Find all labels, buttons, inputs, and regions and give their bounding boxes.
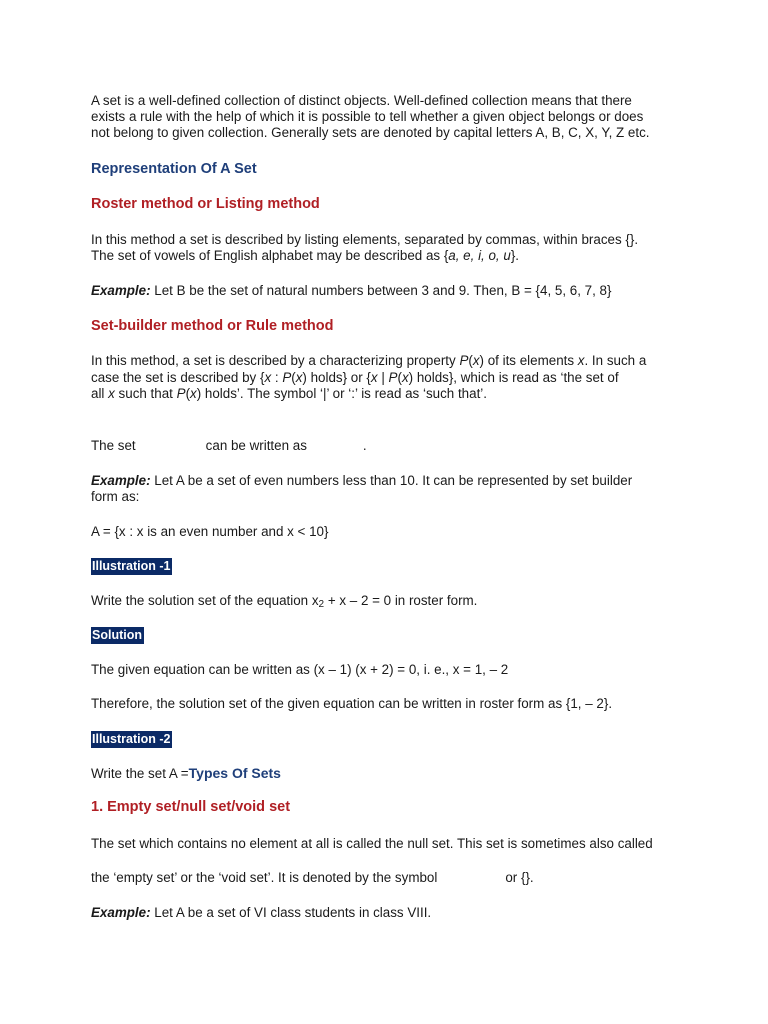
empty-set-line-1: The set which contains no element at all is called the null set. This set is sometimes also called	[91, 836, 653, 851]
intro-line-2: exists a rule with the help of which it is possible to tell whether a given object belongs or does	[91, 109, 644, 124]
roster-line-1: In this method a set is described by listing elements, separated by commas, within braces {}.	[91, 232, 639, 247]
intro-line-3: not belong to given collection. Generally sets are denoted by capital letters A, B, C, X, Y, Z etc.	[91, 125, 650, 140]
intro-line-1: A set is a well-defined collection of distinct objects. Well-defined collection means that there	[91, 93, 632, 108]
roster-line-2-suffix: }.	[510, 248, 520, 263]
text-span: (	[397, 370, 402, 385]
text-span: ) of its elements	[479, 353, 578, 368]
text-span: Write the set A =	[91, 766, 189, 781]
empty-set-line-2	[91, 870, 534, 886]
text-span: x	[472, 353, 480, 368]
example-label: Example:	[91, 905, 151, 920]
text-span: such that	[114, 386, 177, 401]
set-suffix: .	[362, 438, 367, 453]
example-label: Example:	[91, 473, 151, 488]
text-span: x	[190, 386, 197, 401]
text-span: P	[282, 370, 292, 385]
text-span: x	[370, 370, 378, 385]
set-middle: can be written as	[205, 438, 307, 453]
setbuilder-example-text: Let A be a set of even numbers less than 10. It can be represented by set builder	[150, 473, 633, 488]
roster-vowels: a, e, i, o, u	[448, 248, 511, 263]
text-span: Write the solution set of the equation x	[91, 593, 319, 608]
roster-line-2-prefix: The set of vowels of English alphabet may be described as {	[91, 248, 449, 263]
example-label: Example:	[91, 283, 151, 298]
roster-heading: Roster method or Listing method	[91, 196, 320, 212]
text-span: x	[295, 370, 303, 385]
roster-line-2	[91, 248, 519, 264]
text-span: or {}.	[505, 870, 534, 885]
setbuilder-line-2	[91, 370, 619, 386]
text-span: (	[291, 370, 296, 385]
setbuilder-example-1	[91, 473, 632, 489]
roster-example-text: Let B be the set of natural numbers between 3 and 9. Then, B = {4, 5, 6, 7, 8}	[150, 283, 612, 298]
empty-set-heading: 1. Empty set/null set/void set	[91, 799, 291, 815]
types-of-sets-heading: Types Of Sets	[188, 765, 281, 781]
text-span: x	[264, 370, 272, 385]
text-span: :	[271, 370, 283, 385]
text-span: ) holds} or {	[302, 370, 371, 385]
text-span: x	[401, 370, 409, 385]
text-span: |	[377, 370, 389, 385]
text-span: P	[459, 353, 469, 368]
text-span: the ‘empty set’ or the ‘void set’. It is denoted by the symbol	[91, 870, 438, 885]
text-span: . In such a	[584, 353, 647, 368]
text-span: P	[176, 386, 186, 401]
illustration-2-text	[91, 765, 281, 782]
roster-example	[91, 283, 611, 299]
text-span: In this method, a set is described by a characterizing property	[91, 353, 460, 368]
text-span: + x – 2 = 0 in roster form.	[324, 593, 478, 608]
text-span: (	[468, 353, 473, 368]
solution-badge: Solution	[92, 628, 142, 642]
text-span: P	[388, 370, 398, 385]
text-span: all	[91, 386, 109, 401]
text-span: ) holds’. The symbol ‘|’ or ‘:’ is read as ‘such that’.	[196, 386, 487, 401]
setbuilder-example-2: form as:	[91, 489, 140, 504]
text-span: case the set is described by {	[91, 370, 265, 385]
text-span: (	[185, 386, 191, 401]
text-span: ) holds}, which is read as ‘the set of	[408, 370, 619, 385]
solution-line-1: The given equation can be written as (x – 1) (x + 2) = 0, i. e., x = 1, – 2	[91, 662, 509, 677]
setbuilder-line-1	[91, 353, 646, 369]
setbuilder-line-3	[91, 386, 487, 402]
illustration-2-badge: Illustration -2	[92, 732, 171, 746]
text-span: x	[577, 353, 585, 368]
solution-line-2: Therefore, the solution set of the given equation can be written in roster form as {1, – 2}.	[91, 696, 613, 711]
text-span: x	[108, 386, 115, 401]
set-written-as	[91, 438, 367, 454]
setbuilder-heading: Set-builder method or Rule method	[91, 318, 334, 334]
setbuilder-formula: A = {x : x is an even number and x < 10}	[91, 524, 329, 539]
empty-set-example-text: Let A be a set of VI class students in class VIII.	[150, 905, 432, 920]
empty-set-example	[91, 905, 431, 921]
representation-heading: Representation Of A Set	[91, 161, 257, 177]
set-prefix: The set	[91, 438, 136, 453]
illustration-1-badge: Illustration -1	[92, 559, 171, 573]
subscript: 2	[318, 599, 325, 610]
illustration-1-question	[91, 593, 477, 609]
